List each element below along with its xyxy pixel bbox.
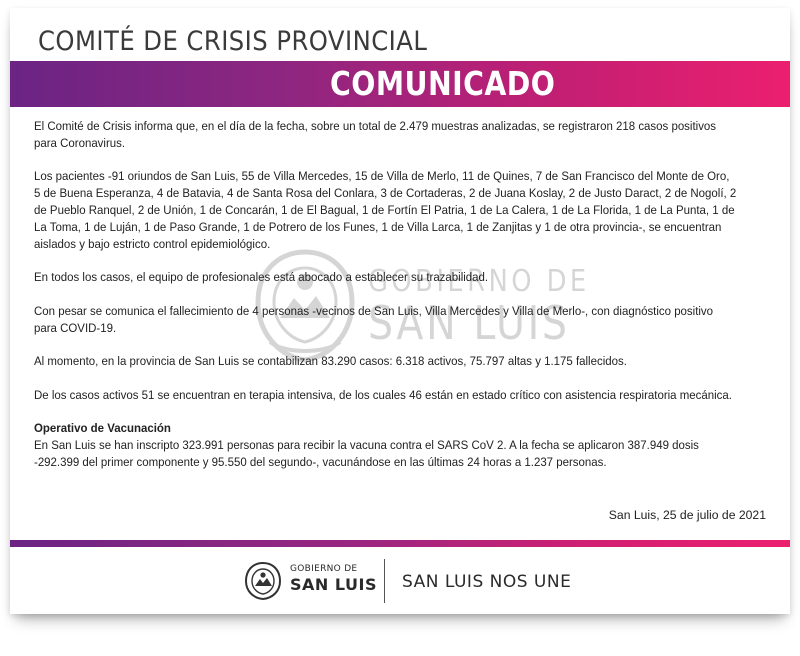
footer-logo-line-1: GOBIERNO DE [290, 564, 358, 574]
footer-divider [384, 559, 385, 603]
footer-gradient-bar [10, 540, 790, 547]
paragraph-samples: El Comité de Crisis informa que, en el día de la fecha, sobre un total de 2.479 muestras analizadas, se registraron 218 casos positivos para Coronavirus. [34, 119, 717, 150]
page-title: COMITÉ DE CRISIS PROVINCIAL [38, 26, 428, 57]
paragraph-patients: Los pacientes -91 oriundos de San Luis, 55 de Villa Mercedes, 15 de Villa de Merlo, 11 de Quines, 7 de San Francisco del Monte de Oro, 5 de Buena Esperanza, 4 de Batavia, 4 de Santa Rosa del Conlara, 3 de Cortaderas, 2 de Juana Koslay, 2 de Justo Daract, 2 de Nogolí, 2 de Pueblo Ranquel, 2 de Unión, 1 de Concarán, 1 de El Bagual, 1 de Fortín El Patria, 1 de La Calera, 1 de La Florida, 1 de La Punta, 1 de La Toma, 1 de Luján, 1 de Paso Grande, 1 de Potrero de los Funes, 1 de Villa Larca, 1 de Zanjitas y 1 de otra provincia-, se encuentran aislados y bajo estricto control epidemiológico. [34, 169, 737, 251]
footer-logo-line-2: SAN LUIS [290, 575, 377, 594]
communique-body [34, 118, 737, 471]
watermark-line-1: GOBIERNO DE [368, 264, 590, 299]
provincial-seal-icon [244, 561, 282, 601]
paragraph-traceability: En todos los casos, el equipo de profesionales está abocado a establecer su trazabilidad. [34, 270, 489, 285]
communique-card [10, 8, 790, 614]
date-line: San Luis, 25 de julio de 2021 [608, 508, 766, 522]
vaccination-heading: Operativo de Vacunación [34, 421, 171, 436]
paragraph-totals: Al momento, en la provincia de San Luis se contabilizan 83.290 casos: 6.318 activos, 75.797 altas y 1.175 fallecidos. [34, 354, 627, 369]
footer-slogan: SAN LUIS NOS UNE [402, 572, 572, 592]
paragraph-vaccination: En San Luis se han inscripto 323.991 personas para recibir la vacuna contra el SARS CoV 2. A la fecha se aplicaron 387.949 dosis -292.399 del primer componente y 95.550 del segundo-, vacunándose en las últimas 24 horas a 1.237 personas. [34, 438, 699, 469]
paragraph-deaths: Con pesar se comunica el fallecimiento de 4 personas -vecinos de San Luis, Villa Mercedes y Villa de Merlo-, con diagnóstico positivo para COVID-19. [34, 303, 714, 335]
paragraph-intensive-care: De los casos activos 51 se encuentran en terapia intensiva, de los cuales 46 están en estado crítico con asistencia respiratoria mecánica. [34, 387, 732, 402]
banner-title: COMUNICADO [330, 64, 556, 103]
header-banner [10, 61, 790, 107]
watermark-line-2: SAN LUIS [368, 296, 570, 350]
footer-logo-text [290, 564, 377, 594]
